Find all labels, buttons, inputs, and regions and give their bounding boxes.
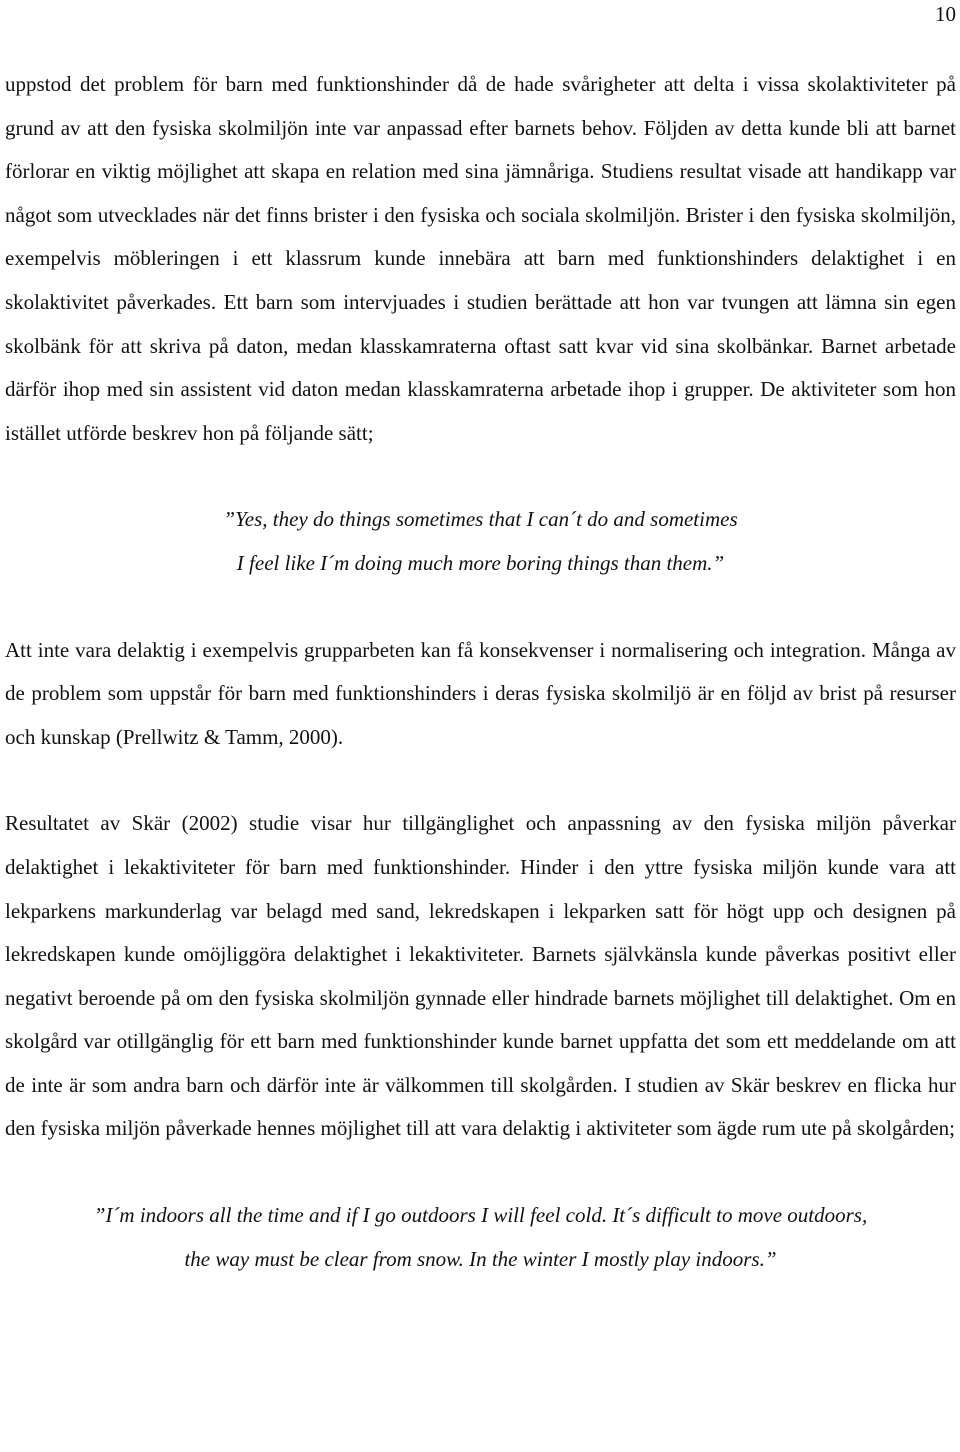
spacer: [5, 759, 956, 802]
document-body: [5, 63, 956, 1281]
quote-line: I feel like I´m doing much more boring things than them.”: [236, 550, 725, 575]
paragraph-skar-study: Resultatet av Skär (2002) studie visar hur tillgänglighet och anpassning av den fysiska miljön påverkar delaktighet i lekaktiviteter för barn med funktionshinder. Hinder i den yttre fysiska miljön kunde vara att lekparkens markunderlag var belagd med sand, lekredskapen i lekparken satt för högt upp och designen på lekredskapen kunde omöjliggöra delaktighet i lekaktiviteter. Barnets självkänsla kunde påverkas positivt eller negativt beroende på om den fysiska skolmiljön gynnade eller hindrade barnets möjlighet till delaktighet. Om en skolgård var otillgänglig för ett barn med funktionshinder kunde barnet uppfatta det som ett meddelande om att de inte är som andra barn och därför inte är välkommen till skolgården. I studien av Skär beskrev en flicka hur den fysiska miljön påverkade hennes möjlighet till att vara delaktig i aktiviteter som ägde rum ute på skolgården;: [5, 811, 956, 1141]
quote-line: ”Yes, they do things sometimes that I can´t do and sometimes: [223, 507, 738, 532]
block-quote-2: [5, 1194, 956, 1281]
quote-line: ”I´m indoors all the time and if I go outdoors I will feel cold. It´s difficult to move outdoors,: [93, 1203, 868, 1228]
spacer: [5, 586, 956, 629]
paragraph-consequences: Att inte vara delaktig i exempelvis grupparbeten kan få konsekvenser i normalisering och integration. Många av de problem som uppstår för barn med funktionshinders i deras fysiska skolmiljö är en följd av brist på resurser och kunskap (Prellwitz & Tamm, 2000).: [5, 637, 956, 749]
spacer: [5, 1151, 956, 1194]
block-quote-1: [5, 498, 956, 585]
quote-line: the way must be clear from snow. In the winter I mostly play indoors.”: [184, 1246, 777, 1271]
paragraph-school-environment: uppstod det problem för barn med funktionshinder då de hade svårigheter att delta i vissa skolaktiviteter på grund av att den fysiska skolmiljön inte var anpassad efter barnets behov. Följden av detta kunde bli att barnet förlorar en viktig möjlighet att skapa en relation med sina jämnåriga. Studiens resultat visade att handikapp var något som utvecklades när det finns brister i den fysiska och sociala skolmiljön. Brister i den fysiska skolmiljön, exempelvis möbleringen i ett klassrum kunde innebära att barn med funktionshinders delaktighet i en skolaktivitet påverkades. Ett barn som intervjuades i studien berättade att hon var tvungen att lämna sin egen skolbänk för att skriva på daton, medan klasskamraterna oftast satt kvar vid sina skolbänkar. Barnet arbetade därför ihop med sin assistent vid daton medan klasskamraterna arbetade ihop i grupper. De aktiviteter som hon istället utförde beskrev hon på följande sätt;: [5, 72, 956, 445]
spacer: [5, 455, 956, 498]
page-number: 10: [935, 2, 956, 26]
